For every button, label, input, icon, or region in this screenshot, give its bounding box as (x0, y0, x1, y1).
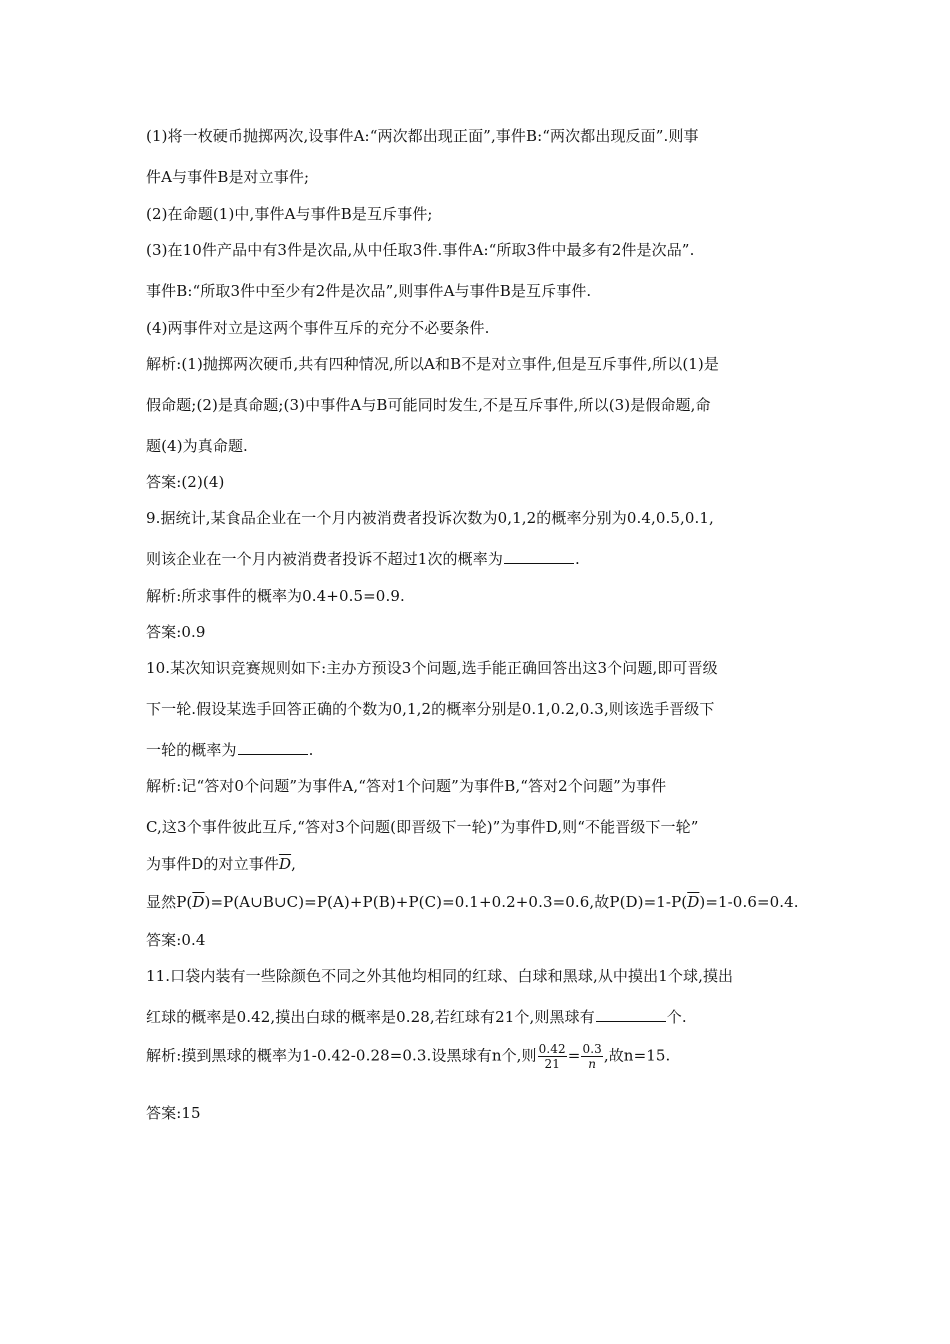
answer-line: 答案:(2)(4) (146, 473, 225, 491)
solution-line: 解析:记“答对0个问题”为事件A,“答对1个问题”为事件B,“答对2个问题”为事件 (146, 777, 667, 795)
answer-blank (238, 740, 308, 755)
text-line: 件A与事件B是对立事件; (146, 168, 310, 186)
solution-line (146, 854, 296, 874)
text-segment: ,故n=15. (603, 1046, 671, 1065)
text-segment: . (574, 550, 580, 568)
question-9: 9.据统计,某食品企业在一个月内被消费者投诉次数为0,1,2的概率分别为0.4,0.5,0.1, (146, 509, 714, 527)
solution-line (146, 1042, 670, 1071)
fraction (538, 1042, 567, 1071)
answer-line: 答案:15 (146, 1104, 201, 1122)
text-segment: 个. (666, 1008, 687, 1026)
text-segment: )=1-0.6=0.4. (699, 893, 799, 911)
solution-line: 解析:所求事件的概率为0.4+0.5=0.9. (146, 587, 405, 605)
question-11: 11.口袋内装有一些除颜色不同之外其他均相同的红球、白球和黑球,从中摸出1个球,摸出 (146, 967, 734, 985)
complement-symbol: $\overline{D}$ (192, 893, 205, 911)
question-11-cont (146, 1007, 687, 1027)
text-line: (1)将一枚硬币抛掷两次,设事件A:“两次都出现正面”,事件B:“两次都出现反面”.则事 (146, 127, 699, 145)
complement-symbol: $\overline{D}$ (687, 893, 700, 911)
solution-line: 假命题;(2)是真命题;(3)中事件A与B可能同时发生,不是互斥事件,所以(3)是假命题,命 (146, 396, 711, 414)
text-segment: 解析:摸到黑球的概率为1-0.42-0.28=0.3.设黑球有n个,则 (146, 1046, 537, 1065)
solution-line (146, 892, 799, 912)
fraction-denominator: n (588, 1057, 597, 1071)
fraction-denominator: 21 (544, 1057, 560, 1071)
solution-line: 解析:(1)抛掷两次硬币,共有四种情况,所以A和B不是对立事件,但是互斥事件,所以(1)是 (146, 355, 719, 373)
question-10-cont: 下一轮.假设某选手回答正确的个数为0,1,2的概率分别是0.1,0.2,0.3,则该选手晋级下 (146, 700, 715, 718)
text-segment: 一轮的概率为 (146, 741, 237, 759)
answer-blank (504, 549, 574, 564)
fraction (581, 1042, 602, 1071)
text-line: (3)在10件产品中有3件是次品,从中任取3件.事件A:“所取3件中最多有2件是次品”. (146, 241, 695, 259)
fraction-numerator: 0.3 (582, 1042, 602, 1056)
text-segment: 显然P( (146, 893, 193, 911)
text-line: 事件B:“所取3件中至少有2件是次品”,则事件A与事件B是互斥事件. (146, 282, 592, 300)
answer-line: 答案:0.9 (146, 623, 206, 641)
equals-sign: = (567, 1046, 581, 1065)
solution-line: C,这3个事件彼此互斥,“答对3个问题(即晋级下一轮)”为事件D,则“不能晋级下一轮” (146, 818, 699, 836)
text-segment: 红球的概率是0.42,摸出白球的概率是0.28,若红球有21个,则黑球有 (146, 1008, 595, 1026)
text-line: (2)在命题(1)中,事件A与事件B是互斥事件; (146, 205, 433, 223)
text-segment: 则该企业在一个月内被消费者投诉不超过1次的概率为 (146, 550, 503, 568)
fraction-numerator: 0.42 (538, 1042, 566, 1056)
text-segment: . (308, 741, 314, 759)
text-segment: , (291, 855, 296, 873)
text-segment: )=P(A∪B∪C)=P(A)+P(B)+P(C)=0.1+0.2+0.3=0.6,故P(D)=1-P( (204, 893, 688, 911)
text-segment: 为事件D的对立事件 (146, 855, 279, 873)
question-9-cont (146, 549, 580, 569)
answer-blank (596, 1007, 666, 1022)
question-10: 10.某次知识竞赛规则如下:主办方预设3个问题,选手能正确回答出这3个问题,即可晋级 (146, 659, 718, 677)
answer-line: 答案:0.4 (146, 931, 206, 949)
solution-line: 题(4)为真命题. (146, 437, 248, 455)
complement-symbol: $\overline{D}$ (278, 855, 292, 873)
question-10-cont (146, 740, 313, 760)
text-line: (4)两事件对立是这两个事件互斥的充分不必要条件. (146, 319, 490, 337)
